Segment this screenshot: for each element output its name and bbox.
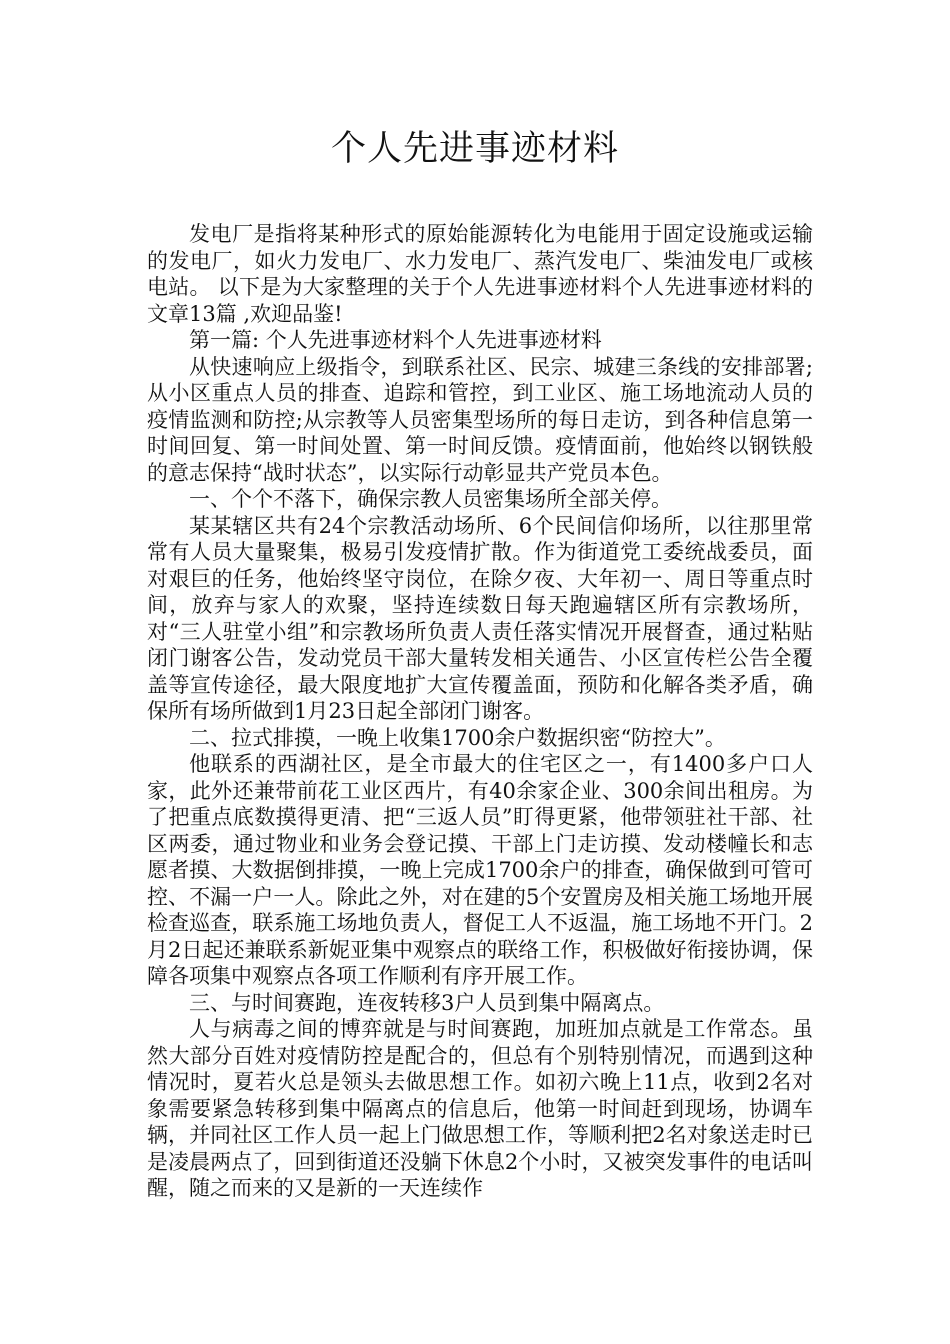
section-heading: 一、个个不落下，确保宗教人员密集场所全部关停。 [189,487,672,511]
body-paragraph: 从快速响应上级指令，到联系社区、民宗、城建三条线的安排部署;从小区重点人员的排查、追踪和管控，到工业区、施工场地流动人员的疫情监测和防控;从宗教等人员密集型场所的每日走访，到各种信息第一时间回复、第一时间处置、第一时间反馈。疫情面前，他始终以钢铁般的意志保持“战时状态”，以实际行动彰显共产党员本色。 [147,354,813,485]
body-paragraph: 他联系的西湖社区，是全市最大的住宅区之一，有1400多户口人家，此外还兼带前花工业区西片，有40余家企业、300余间出租房。为了把重点底数摸得更清、把“三返人员”盯得更紧，他带领驻社干部、社区两委，通过物业和业务会登记摸、干部上门走访摸、发动楼幢长和志愿者摸、大数据倒排摸，一晚上完成1700余户的排查，确保做到可管可控、不漏一户一人。除此之外，对在建的5个安置房及相关施工场地开展检查巡查，联系施工场地负责人，督促工人不返温，施工场地不开门。2月2日起还兼联系新妮亚集中观察点的联络工作，积极做好衔接协调，保障各项集中观察点各项工作顺利有序开展工作。 [147,752,813,988]
document-title: 个人先进事迹材料 [330,129,619,169]
body-paragraph: 人与病毒之间的博弈就是与时间赛跑，加班加点就是工作常态。虽然大部分百姓对疫情防控是配合的，但总有个别特别情况，而遇到这种情况时，夏若火总是领头去做思想工作。如初六晚上11点，收到2名对象需要紧急转移到集中隔离点的信息后，他第一时间赶到现场，协调车辆，并同社区工作人员一起上门做思想工作，等顺利把2名对象送走时已是凌晨两点了，回到街道还没躺下休息2个小时，又被突发事件的电话叫醒，随之而来的又是新的一天连续作 [147,1017,813,1200]
section-heading: 三、与时间赛跑，连夜转移3户人员到集中隔离点。 [189,990,665,1015]
section-heading-part-one: 第一篇: 个人先进事迹材料个人先进事迹材料 [189,328,602,352]
section-heading: 二、拉式排摸，一晚上收集1700余户数据织密“防控大”。 [189,725,726,750]
document-body [147,221,813,1202]
body-paragraph: 某某辖区共有24个宗教活动场所、6个民间信仰场所，以往那里常常有人员大量聚集，极易引发疫情扩散。作为街道党工委统战委员，面对艰巨的任务，他始终坚守岗位，在除夕夜、大年初一、周日等重点时间，放弃与家人的欢聚，坚持连续数日每天跑遍辖区所有宗教场所，对“三人驻堂小组”和宗教场所负责人责任落实情况开展督查，通过粘贴闭门谢客公告，发动党员干部大量转发相关通告、小区宣传栏公告全覆盖等宣传途径，最大限度地扩大宣传覆盖面，预防和化解各类矛盾，确保所有场所做到1月23日起全部闭门谢客。 [147,513,813,723]
intro-paragraph: 发电厂是指将某种形式的原始能源转化为电能用于固定设施或运输的发电厂，如火力发电厂、水力发电厂、蒸汽发电厂、柴油发电厂或核电站。 以下是为大家整理的关于个人先进事迹材料个人先进事迹材料的文章13篇 ,欢迎品鉴! [147,222,813,326]
